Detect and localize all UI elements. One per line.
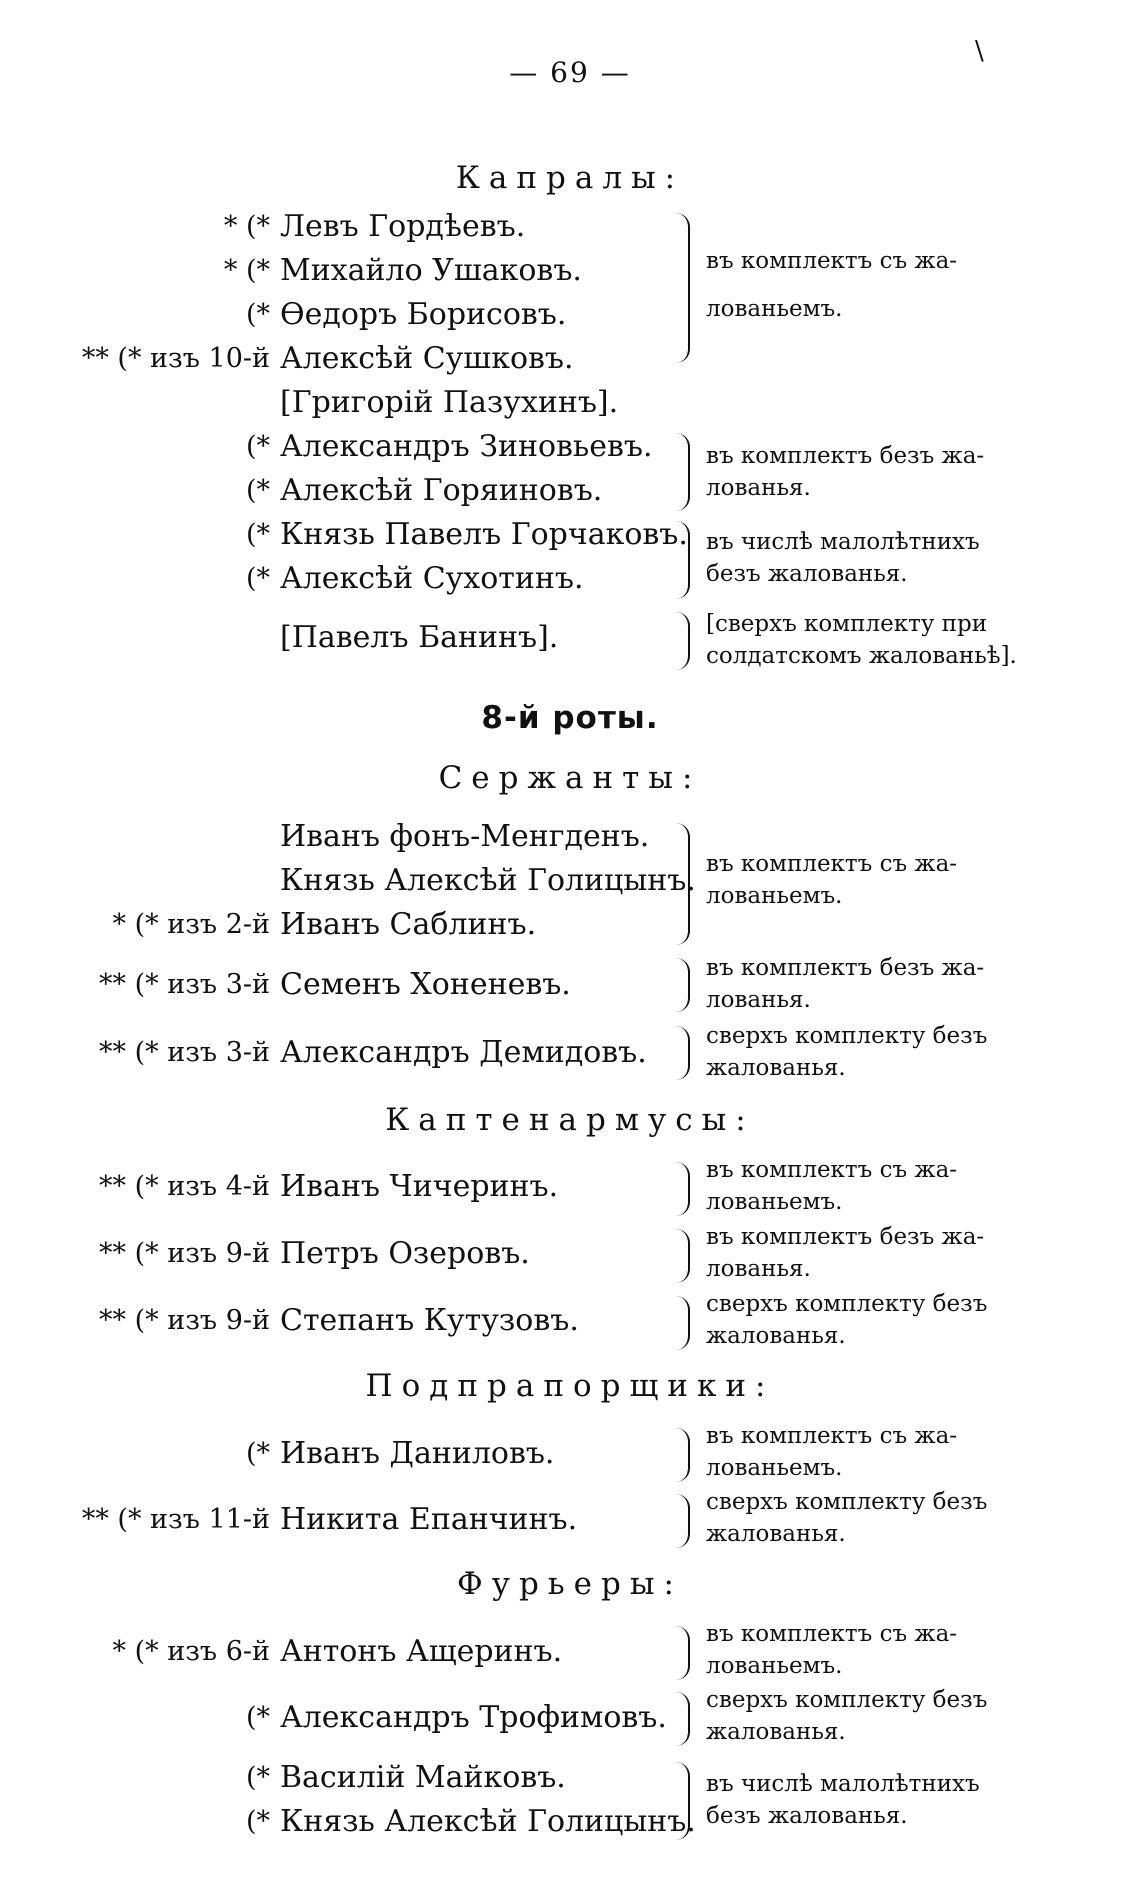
brace: [676, 213, 690, 363]
note: [706, 1420, 1036, 1484]
entry-name: Антонъ Ащеринъ.: [280, 1634, 563, 1669]
entry-name: [Григорій Пазухинъ].: [280, 385, 619, 420]
heading-serzhanty: Сержанты:: [438, 760, 702, 796]
note: [706, 245, 1036, 325]
corner-mark: \: [975, 36, 984, 66]
entry-mark: ** (* изъ 3-й: [99, 969, 270, 1000]
note: [706, 1020, 1036, 1084]
heading-kaprals: Капралы:: [455, 160, 685, 196]
page-number: — 69 —: [509, 56, 631, 89]
entry-mark: (*: [245, 563, 270, 594]
heading-furiery: Фурьеры:: [456, 1566, 683, 1602]
entry-mark: * (*: [223, 211, 270, 242]
entry-name: Семенъ Хоненевъ.: [280, 967, 571, 1002]
note-line: въ комплектъ съ жа-: [706, 248, 958, 274]
entry-name: Ѳедоръ Борисовъ.: [280, 297, 567, 332]
note-line: лованьемъ.: [706, 883, 843, 909]
brace: [676, 958, 690, 1012]
entry-name: Алексѣй Горяиновъ.: [280, 473, 603, 508]
note-line: лованья.: [706, 1256, 811, 1282]
note-line: лованьемъ.: [706, 1653, 843, 1679]
note: [706, 608, 1036, 672]
entry-mark: ** (* изъ 3-й: [99, 1037, 270, 1068]
brace: [676, 1026, 690, 1080]
note-line: жалованья.: [706, 1055, 846, 1081]
entry-name: Князь Алексѣй Голицынъ.: [280, 1804, 696, 1839]
entry-mark: ** (* изъ 10-й: [81, 343, 270, 374]
entry-name: Иванъ Даниловъ.: [280, 1436, 555, 1471]
note: [706, 1486, 1036, 1550]
entry-mark: (*: [245, 1702, 270, 1733]
note-line: лованьемъ.: [706, 296, 843, 322]
note-line: солдатскомъ жалованьѣ].: [706, 643, 1017, 669]
note-line: сверхъ комплекту безъ: [706, 1023, 988, 1049]
entry-mark: ** (* изъ 9-й: [99, 1305, 270, 1336]
brace: [676, 1428, 690, 1482]
brace: [676, 1692, 690, 1746]
entry-name: Александръ Зиновьевъ.: [280, 429, 653, 464]
note-line: жалованья.: [706, 1323, 846, 1349]
entry-mark: * (* изъ 6-й: [112, 1636, 270, 1667]
brace: [676, 1762, 690, 1840]
entry-name: Алексѣй Сухотинъ.: [280, 561, 584, 596]
brace: [676, 1162, 690, 1216]
note-line: жалованья.: [706, 1521, 846, 1547]
entry-mark: (*: [245, 519, 270, 550]
entry-mark: (*: [245, 431, 270, 462]
brace: [676, 1494, 690, 1548]
entry-mark: ** (* изъ 11-й: [81, 1504, 270, 1535]
brace: [676, 1229, 690, 1283]
brace: [676, 1296, 690, 1350]
brace: [676, 433, 690, 511]
entry-row: [0, 205, 1140, 249]
heading-kaptenarmusy: Каптенармусы:: [385, 1102, 755, 1138]
entry-name: Никита Епанчинъ.: [280, 1502, 578, 1537]
note-line: въ комплектъ безъ жа-: [706, 443, 985, 469]
note-line: въ комплектъ безъ жа-: [706, 1224, 985, 1250]
note-line: [сверхъ комплекту при: [706, 611, 988, 637]
note-line: лованья.: [706, 987, 811, 1013]
entry-name: Михайло Ушаковъ.: [280, 253, 582, 288]
entry-name: Князь Алексѣй Голицынъ.: [280, 863, 696, 898]
entry-name: Василій Майковъ.: [280, 1760, 566, 1795]
note-line: въ комплектъ съ жа-: [706, 851, 958, 877]
note: [706, 526, 1036, 590]
note-line: въ комплектъ съ жа-: [706, 1621, 958, 1647]
entry-name: Князь Павелъ Горчаковъ.: [280, 517, 688, 552]
entry-mark: ** (* изъ 9-й: [99, 1238, 270, 1269]
brace: [676, 1626, 690, 1680]
note-line: лованьемъ.: [706, 1455, 843, 1481]
note-line: въ комплектъ съ жа-: [706, 1423, 958, 1449]
note-line: въ комплектъ безъ жа-: [706, 955, 985, 981]
brace: [676, 612, 690, 670]
entry-mark: * (* изъ 2-й: [112, 909, 270, 940]
entry-mark: (*: [245, 1806, 270, 1837]
entry-mark: * (*: [223, 255, 270, 286]
note: [706, 440, 1036, 504]
entry-mark: (*: [245, 1438, 270, 1469]
entry-name: Степанъ Кутузовъ.: [280, 1303, 579, 1338]
note-line: лованья.: [706, 475, 811, 501]
heading-podpraporshchiki: Подпрапорщики:: [365, 1368, 775, 1404]
note-line: въ числѣ малолѣтнихъ: [706, 529, 980, 555]
entry-name: Иванъ Саблинъ.: [280, 907, 537, 942]
note: [706, 1221, 1036, 1285]
note: [706, 848, 1036, 912]
note-line: сверхъ комплекту безъ: [706, 1291, 988, 1317]
entry-row: [0, 381, 1140, 425]
note: [706, 952, 1036, 1016]
brace: [676, 521, 690, 599]
entry-name: Иванъ фонъ-Менгденъ.: [280, 819, 650, 854]
note-line: въ числѣ малолѣтнихъ: [706, 1771, 980, 1797]
rota-title: 8-й роты.: [481, 700, 659, 736]
note: [706, 1768, 1036, 1832]
entry-name: Петръ Озеровъ.: [280, 1236, 530, 1271]
note: [706, 1288, 1036, 1352]
entry-mark: (*: [245, 475, 270, 506]
entry-name: Алексѣй Сушковъ.: [280, 341, 574, 376]
note-line: въ комплектъ съ жа-: [706, 1157, 958, 1183]
note: [706, 1618, 1036, 1682]
brace: [676, 823, 690, 945]
note-line: сверхъ комплекту безъ: [706, 1489, 988, 1515]
entry-mark: ** (* изъ 4-й: [99, 1171, 270, 1202]
note: [706, 1154, 1036, 1218]
entry-mark: (*: [245, 1762, 270, 1793]
note-line: лованьемъ.: [706, 1189, 843, 1215]
entry-name: [Павелъ Банинъ].: [280, 620, 559, 655]
entry-mark: (*: [245, 299, 270, 330]
entry-name: Александръ Демидовъ.: [280, 1035, 647, 1070]
note-line: жалованья.: [706, 1719, 846, 1745]
note-line: безъ жалованья.: [706, 561, 908, 587]
entry-name: Иванъ Чичеринъ.: [280, 1169, 559, 1204]
note: [706, 1684, 1036, 1748]
entry-name: Александръ Трофимовъ.: [280, 1700, 667, 1735]
entry-name: Левъ Гордѣевъ.: [280, 209, 526, 244]
entry-row: [0, 337, 1140, 381]
note-line: сверхъ комплекту безъ: [706, 1687, 988, 1713]
note-line: безъ жалованья.: [706, 1803, 908, 1829]
